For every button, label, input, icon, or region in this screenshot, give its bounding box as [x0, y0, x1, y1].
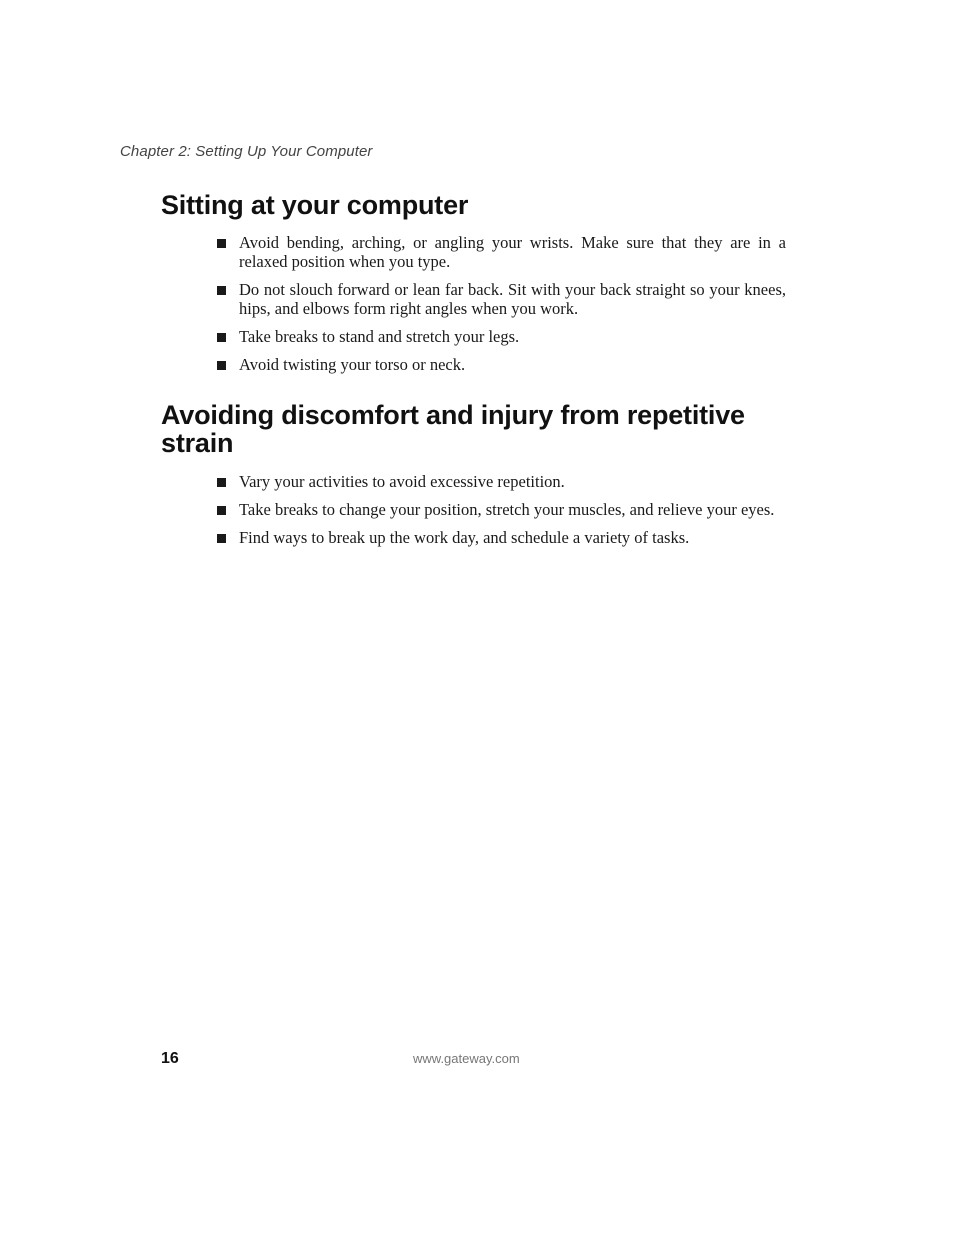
square-bullet-icon	[217, 534, 226, 543]
list-item	[216, 280, 786, 318]
list-item-text: Take breaks to change your position, stretch your muscles, and relieve your eyes.	[239, 500, 775, 519]
list-item-text: Avoid bending, arching, or angling your wrists. Make sure that they are in a relaxed position when you type.	[239, 233, 786, 271]
square-bullet-icon	[217, 361, 226, 370]
running-header: Chapter 2: Setting Up Your Computer	[120, 143, 373, 160]
section-heading-sitting: Sitting at your computer	[161, 190, 469, 220]
page-number: 16	[161, 1050, 179, 1067]
list-item-text: Take breaks to stand and stretch your legs.	[239, 327, 520, 346]
square-bullet-icon	[217, 239, 226, 248]
list-item-text: Vary your activities to avoid excessive repetition.	[239, 472, 565, 491]
list-item-text: Do not slouch forward or lean far back. Sit with your back straight so your knees, hips, and elbows form right angles when you work.	[239, 280, 786, 318]
list-item	[216, 472, 786, 491]
bullet-list-repetitive-strain	[216, 472, 786, 556]
list-item-text: Find ways to break up the work day, and schedule a variety of tasks.	[239, 528, 690, 547]
list-item	[216, 327, 786, 346]
square-bullet-icon	[217, 478, 226, 487]
list-item	[216, 355, 786, 374]
square-bullet-icon	[217, 333, 226, 342]
list-item	[216, 500, 786, 519]
section-heading-repetitive-strain: Avoiding discomfort and injury from repetitive strain	[161, 400, 745, 458]
list-item	[216, 233, 786, 271]
square-bullet-icon	[217, 506, 226, 515]
square-bullet-icon	[217, 286, 226, 295]
bullet-list-sitting	[216, 233, 786, 383]
footer-url: www.gateway.com	[413, 1051, 520, 1066]
list-item-text: Avoid twisting your torso or neck.	[239, 355, 466, 374]
list-item	[216, 528, 786, 547]
